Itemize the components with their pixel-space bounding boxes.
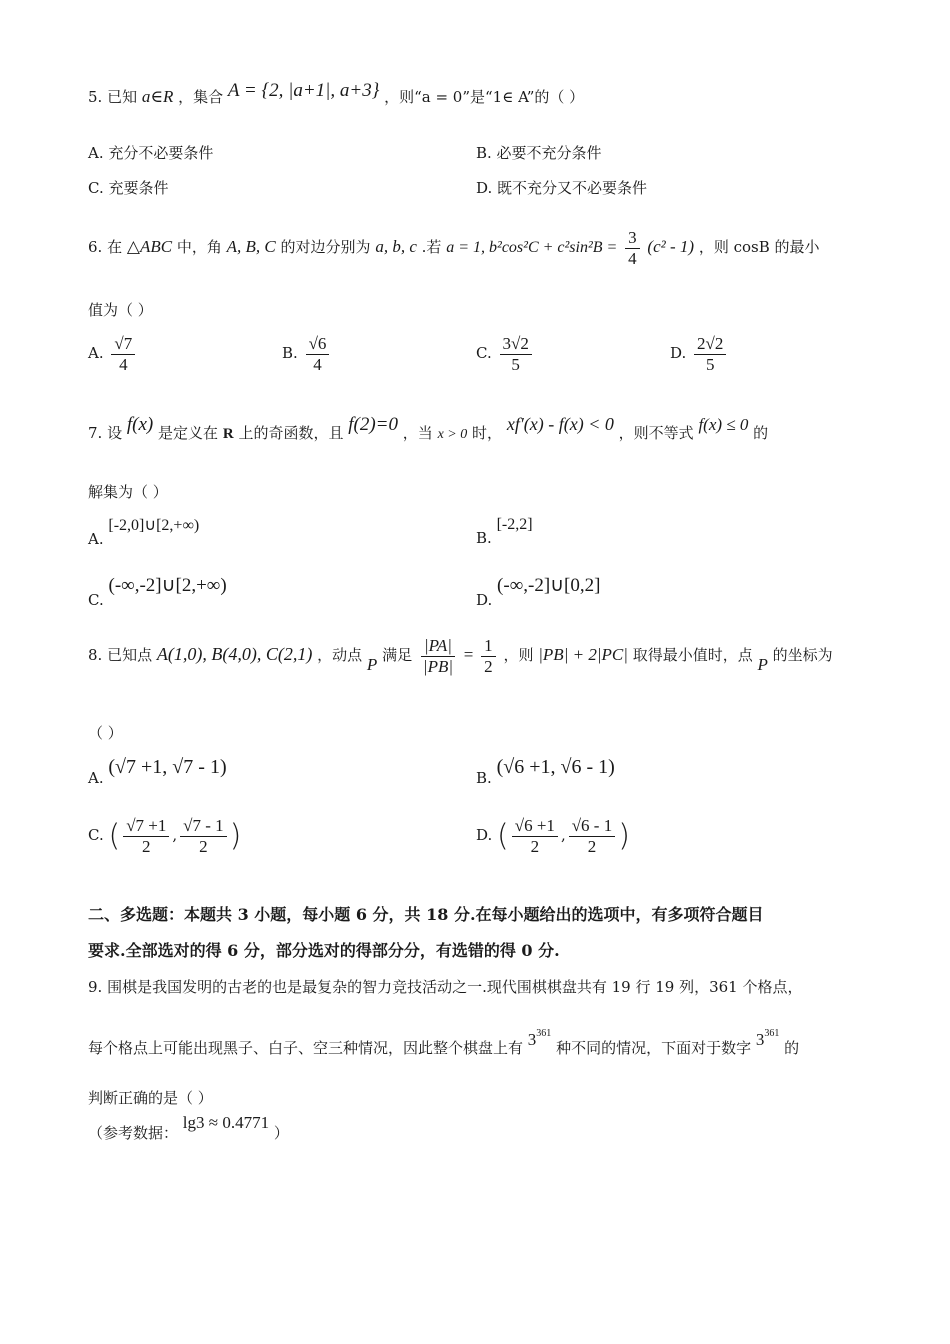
q7-option-d[interactable] [476,574,601,609]
q7-stem [88,414,769,444]
q7-line2: 解集为（ ） [88,483,168,501]
section2-heading-line2: 要求.全部选对的得 6 分，部分选对的得部分分，有选错的得 0 分. [88,941,560,960]
q7-inequality: xf′(x) - f(x) < 0 [506,414,614,434]
q8-option-c-d1: 2 [142,836,151,856]
q7-option-a[interactable] [88,515,200,548]
q8-point-p: P [366,655,378,675]
q9-power-base: 3 [527,1030,537,1049]
q7-fx: f(x) [126,414,154,435]
q9-reference [88,1113,289,1143]
q8-prefix: 8. 已知点 [88,646,153,665]
q5-option-b[interactable]: B. 必要不充分条件 [476,144,602,162]
q8-option-d-label: D. [476,826,493,845]
q6-option-b-num: √6 [306,334,330,355]
q7-text-4: 时， [472,424,503,442]
q8-option-a[interactable] [88,756,227,787]
q8-option-b-value: (√6 +1, √6 - 1) [496,756,615,778]
q9-reference-suffix: ） [273,1124,289,1142]
q7-option-d-value: (-∞,-2]∪[0,2] [497,575,601,596]
q5-a-in-r: a∈R [141,87,174,106]
q6-fraction [625,228,640,268]
q5-option-c[interactable]: C. 充要条件 [88,179,169,197]
q9-power-base-2: 3 [755,1030,765,1049]
q7-option-c-value: (-∞,-2]∪[2,+∞) [108,575,227,596]
q6-option-a-num: √7 [111,334,135,355]
q6-condition-2: (c² - 1) [647,237,695,257]
q8-text-5: 的坐标为 [772,646,833,665]
q6-option-c-num: 3√2 [500,334,532,355]
q7-text-6: 的 [753,424,769,442]
q6-option-c-label: C. [476,344,492,363]
q8-point-p-2: P [757,655,768,675]
q9-power-exp: 361 [536,1028,552,1039]
q6-option-d[interactable] [670,334,729,374]
q8-option-b[interactable] [476,756,615,787]
q8-option-a-label: A. [88,769,104,787]
q7-option-c[interactable] [88,574,227,609]
q6-option-a-label: A. [88,344,104,363]
q6-sides: a, b, c [375,237,417,257]
q7-text-2: 上的奇函数，且 [238,424,344,442]
q8-option-d-n1: √6 +1 [512,816,558,837]
q8-text-1: ，动点 [317,646,363,665]
q6-option-d-num: 2√2 [694,334,726,355]
q7-text-3: ，当 [402,424,433,442]
q8-option-d[interactable]: D. ( $\frac{√6 +1}{2}$ , $\frac{√6 - 1}{2}$ ) [476,816,630,856]
q5-option-d[interactable]: D. 既不充分又不必要条件 [476,179,648,197]
q8-ratio-den: |PB| [422,656,454,676]
q7-option-b-value: [-2,2] [496,516,533,533]
q6-suffix: ，则 cosB 的最小 [698,238,820,257]
q8-option-b-label: B. [476,769,492,787]
q8-option-c-d2: 2 [199,836,208,856]
q5-set: A = {2, |a+1|, a+3} [227,80,380,101]
q6-stem [88,228,820,268]
q6-angles: A, B, C [226,237,276,257]
q8-equals: = [463,645,474,665]
q8-text-4: 取得最小值时，点 [632,646,753,665]
q5-sep: ，集合 [178,88,224,106]
q9-text-1: 每个格点上可能出现黑子、白子、空三种情况，因此整个棋盘上有 [88,1039,524,1057]
q6-text-3: .若 [421,238,442,257]
q6-line2: 值为（ ） [88,301,153,319]
q8-text-2: 满足 [382,646,413,665]
q7-r: R [222,426,234,442]
q8-half [481,636,496,676]
q9-line2 [88,1028,800,1058]
q7-option-b-label: B. [476,529,492,547]
q8-option-c-n1: √7 +1 [123,816,169,837]
q7-text-5: ，则不等式 [618,424,694,442]
q8-ratio-num: |PA| [421,636,455,657]
q8-option-c-n2: √7 - 1 [180,816,227,837]
q8-text-3: ，则 [503,646,534,665]
q6-option-d-den: 5 [705,354,715,374]
q8-option-d-d2: 2 [587,836,597,856]
q8-half-num: 1 [481,636,496,657]
q6-option-a[interactable] [88,334,138,374]
q8-points: A(1,0), B(4,0), C(2,1) [156,644,313,665]
q7-x-positive: x > 0 [437,427,468,442]
q6-text-1: 中，角 [176,238,222,257]
q7-option-c-label: C. [88,591,104,609]
q6-option-a-den: 4 [119,354,128,374]
q5-option-a[interactable]: A. 充分不必要条件 [88,144,214,162]
q6-option-b-label: B. [282,344,298,363]
q9-text-3: 的 [784,1039,800,1057]
q9-line1: 9. 围棋是我国发明的古老的也是最复杂的智力竞技活动之一.现代围棋棋盘共有 19 行 19 列，361 个格点， [88,978,803,996]
q7-fx-le-0: f(x) ≤ 0 [698,415,749,434]
q7-option-d-label: D. [476,591,493,609]
q7-option-a-label: A. [88,530,104,548]
q8-option-d-n2: √6 - 1 [569,816,616,837]
q9-reference-value: lg3 ≈ 0.4771 [182,1113,270,1132]
q6-text-2: 的对边分别为 [280,238,371,257]
q7-text-1: 是定义在 [158,424,219,442]
q7-prefix: 7. 设 [88,424,123,442]
q9-power-exp-2: 361 [764,1028,780,1039]
q6-fraction-den: 4 [628,248,637,268]
q8-line2: （ ） [88,724,123,742]
q7-option-a-value: [-2,0]∪[2,+∞) [108,517,200,534]
q6-option-c[interactable] [476,334,535,374]
q8-expression: |PB| + 2|PC| [538,645,628,665]
q9-text-2: 种不同的情况，下面对于数字 [556,1039,752,1057]
q5-suffix: ，则“a = 0”是“1∈ A”的（ ） [384,88,585,106]
q5-stem [88,80,585,108]
q8-option-a-value: (√7 +1, √7 - 1) [108,756,227,778]
q8-stem [88,636,833,676]
q6-triangle: △ABC [126,237,173,257]
q6-condition: a = 1, b²cos²C + c²sin²B = [446,239,618,257]
q7-option-b[interactable] [476,515,533,547]
q6-option-b[interactable] [282,334,332,374]
q7-f2: f(2)=0 [348,414,399,435]
q5-prefix: 5. 已知 [88,88,138,106]
q8-option-c-label: C. [88,826,104,845]
q6-option-d-label: D. [670,344,687,363]
q8-option-c[interactable]: C. ( $\frac{√7 +1}{2}$ , $\frac{√7 - 1}{2}$ ) [88,816,242,856]
q8-ratio [420,636,456,676]
section2-heading-line1: 二、多选题：本题共 3 小题，每小题 6 分，共 18 分.在每小题给出的选项中，有多项符合题目 [88,905,764,924]
q6-option-c-den: 5 [511,354,520,374]
q6-option-b-den: 4 [313,354,322,374]
q8-half-den: 2 [484,656,493,676]
q9-reference-prefix: （参考数据： [88,1124,179,1142]
q8-option-d-d1: 2 [530,836,540,856]
q6-prefix: 6. 在 [88,238,123,257]
q9-line3: 判断正确的是（ ） [88,1089,213,1107]
q6-fraction-num: 3 [625,228,640,249]
